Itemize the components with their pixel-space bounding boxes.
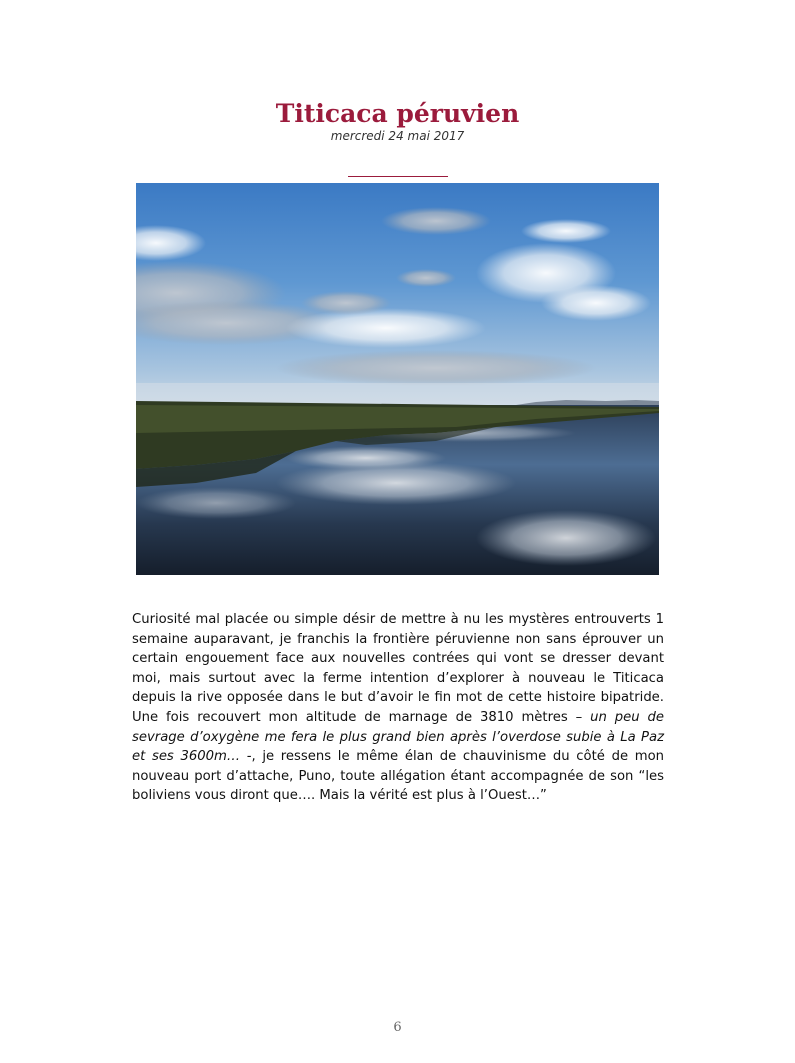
page-title: Titicaca péruvien	[275, 99, 520, 128]
post-date: mercredi 24 mai 2017	[330, 129, 465, 143]
body-text-part-2: , je ressens le même élan de chauvinisme du côté de mon nouveau port d’attache, Puno, toute allégation étant accompagnée de son “les boliviens vous diront que…. Mais la vérité est plus à l’Ouest…”	[132, 749, 664, 804]
article-body	[132, 610, 664, 806]
page-number: 6	[393, 1020, 402, 1035]
title-separator	[348, 176, 448, 177]
body-text-italic: un peu de sevrage d’oxygène me fera le plus grand bien après l’overdose subie à La Paz et ses 3600m… -	[132, 709, 664, 765]
body-text-part-1: Curiosité mal placée ou simple désir de mettre à nu les mystères entrouverts 1 semaine auparavant, je franchis la frontière péruvienne non sans éprouver un certain engouement face aux nouvelles contrées qui vont se dresser devant moi, mais surtout avec la ferme intention d’explorer à nouveau le Titicaca depuis la rive opposée dans le but d’avoir le fin mot de cette histoire bipatride. Une fois recouvert mon altitude de marnage de 3810 mètres –	[132, 612, 664, 725]
lake-titicaca-photo	[136, 183, 659, 575]
